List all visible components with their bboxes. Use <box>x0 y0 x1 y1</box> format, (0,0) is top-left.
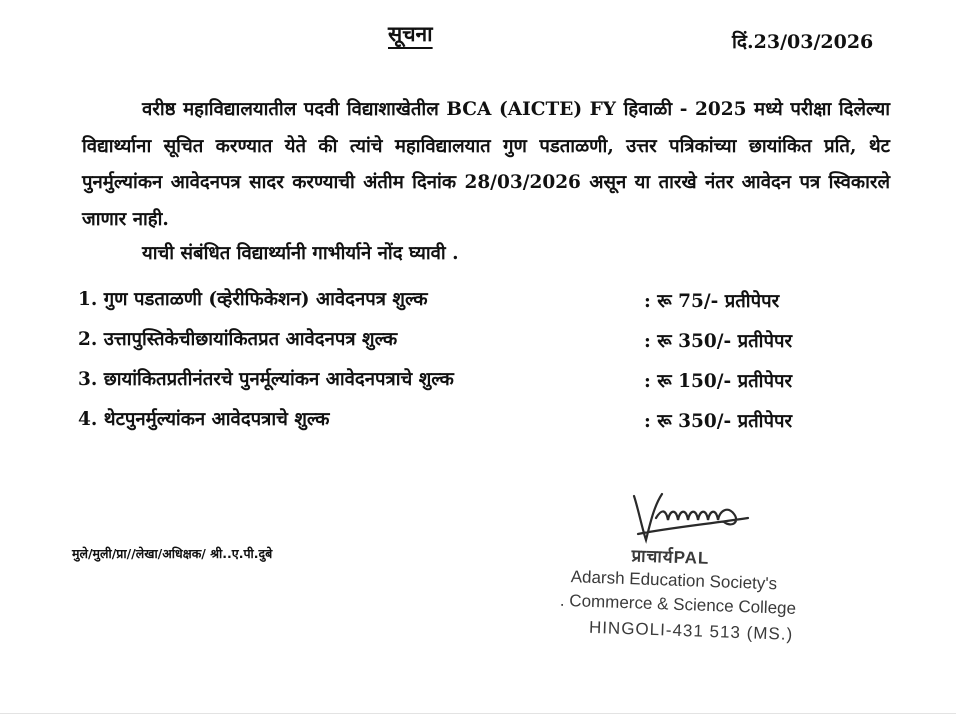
fee-amount: : रू 350/- प्रतीपेपर <box>644 411 793 432</box>
fee-amount: : रू 350/- प्रतीपेपर <box>644 331 793 352</box>
fee-label: 1. गुण पडताळणी (व्हेरीफिकेशन) आवेदनपत्र शुल्क <box>78 289 428 310</box>
reference-line: मुले/मुली/प्रा//लेखा/अधिक्षक/ श्री..ए.पी.दुबे <box>72 546 273 561</box>
notice-paragraph <box>82 92 890 238</box>
principal-signature <box>628 488 763 548</box>
notice-title: सूचना <box>388 21 433 46</box>
fee-row <box>78 366 838 406</box>
fee-label: 4. थेटपुनर्मुल्यांकन आवेदपत्राचे शुल्क <box>78 409 330 430</box>
notice-date: दिं.23/03/2026 <box>732 31 874 53</box>
fee-amount: : रू 75/- प्रतीपेपर <box>644 291 780 312</box>
fee-label: 2. उत्तापुस्तिकेचीछायांकितप्रत आवेदनपत्र शुल्क <box>78 329 398 350</box>
fee-row <box>78 286 838 326</box>
fee-row <box>78 406 838 446</box>
stamp-society: Adarsh Education Society's <box>570 567 778 594</box>
fee-row <box>78 326 838 366</box>
college-stamp <box>558 541 862 661</box>
notice-paragraph-text: वरीष्ठ महाविद्यालयातील पदवी विद्याशाखेतील BCA (AICTE) FY हिवाळी - 2025 मध्ये परीक्षा दिलेल्या विद्यार्थ्याना सूचित करण्यात येते की त्यांचे महाविद्यालयात गुण पडताळणी, उत्तर पत्रिकांच्या छायांकित प्रति, थेट पुनर्मुल्यांकन आवेदनपत्र सादर करण्याची अंतीम दिनांक 28/03/2026 असून या तारखे नंतर आवेदन पत्र स्विकारले जाणार नाही. <box>82 99 890 230</box>
fee-amount: : रू 150/- प्रतीपेपर <box>644 371 793 392</box>
fee-label: 3. छायांकितप्रतीनंतरचे पुनर्मूल्यांकन आवेदनपत्राचे शुल्क <box>78 369 454 390</box>
stamp-principal: प्राचार्यPAL <box>631 546 710 568</box>
page-bottom-edge <box>0 713 956 714</box>
stamp-college: . Commerce & Science College <box>559 590 797 619</box>
stamp-address: HINGOLI-431 513 (MS.) <box>588 617 794 644</box>
notice-instruction: याची संबंधित विद्यार्थ्यानी गाभीर्याने नोंद घ्यावी . <box>142 243 459 264</box>
